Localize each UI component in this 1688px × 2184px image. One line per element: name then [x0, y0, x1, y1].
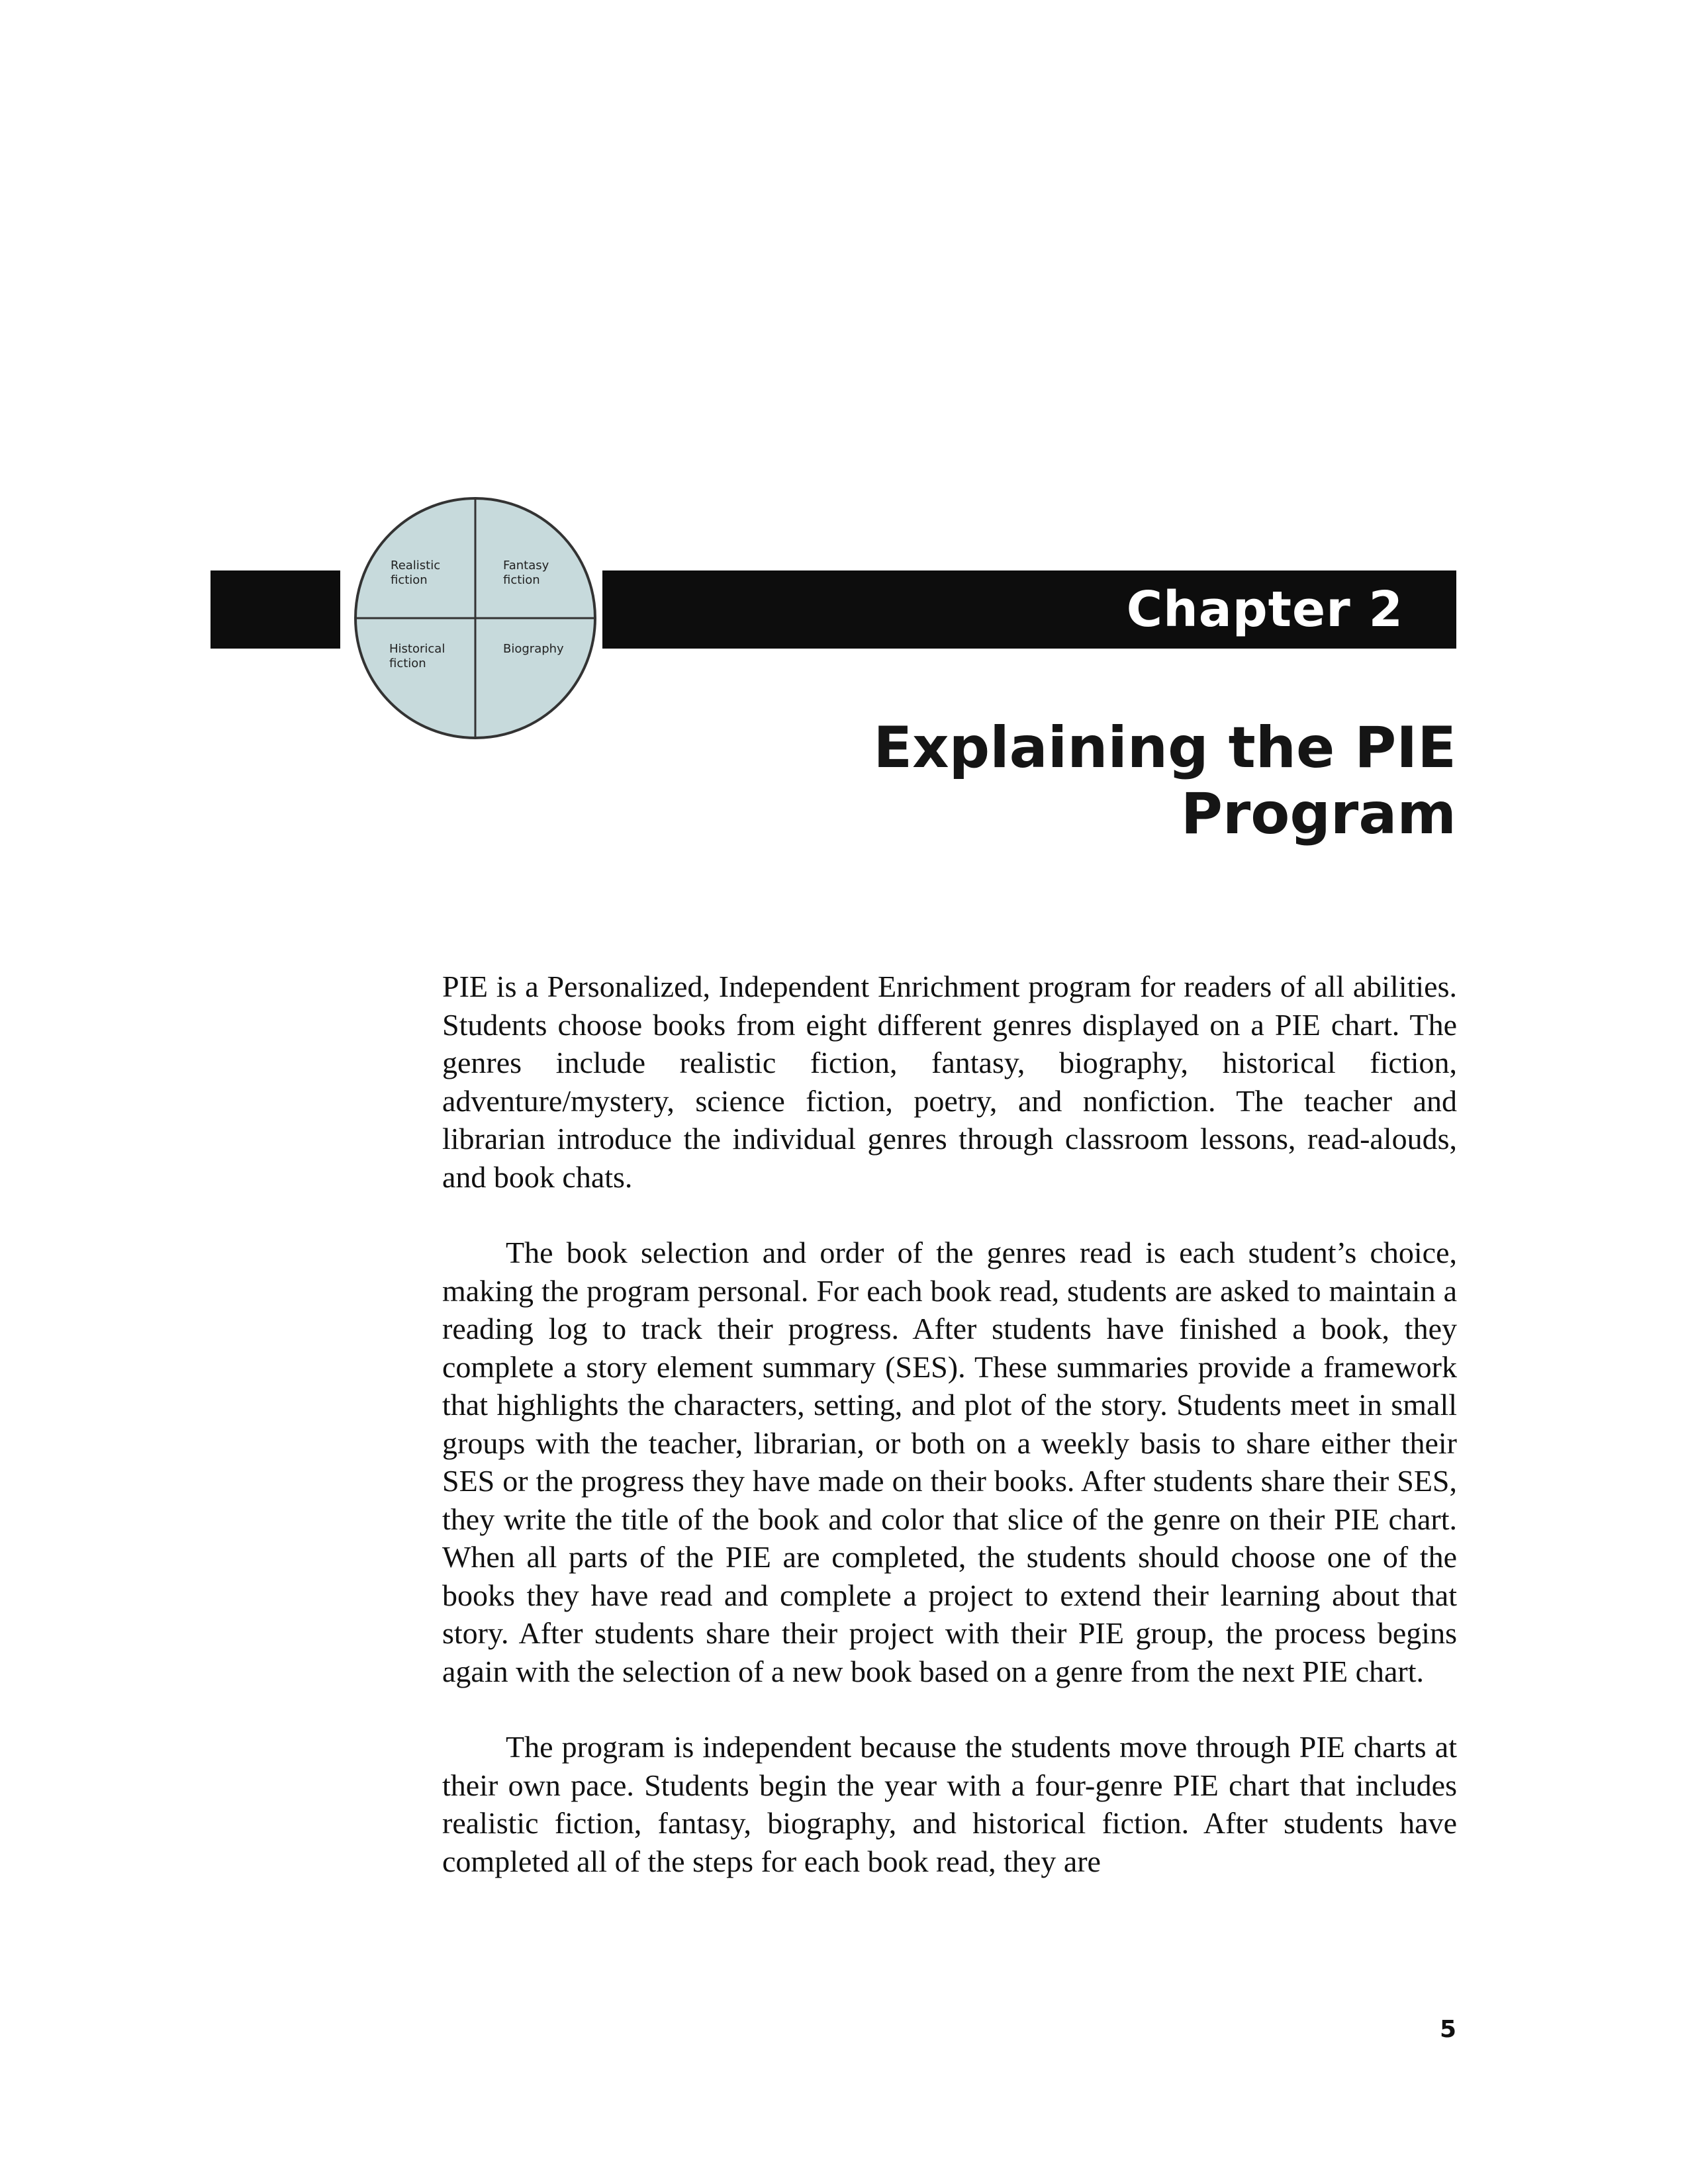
pie-label-fantasy-1: Fantasy: [503, 559, 549, 572]
body-text: [442, 968, 1457, 1880]
pie-label-historical-2: fiction: [389, 657, 426, 670]
pie-label-realistic-2: fiction: [391, 573, 428, 587]
header-bar-left: [211, 570, 340, 649]
svg-text:Biography: [503, 642, 564, 656]
chapter-title: Explaining the PIE Program: [873, 715, 1456, 847]
header-bar: [602, 570, 1456, 649]
chapter-label: Chapter 2: [1126, 581, 1403, 638]
paragraph-1: PIE is a Personalized, Independent Enrichment program for readers of all abilities. Students choose books from eight different genres displayed on a PIE chart. The genres include realistic fiction, fantasy, biography, historical fiction, adventure/mystery, science fiction, poetry, and nonfiction. The teacher and librarian introduce the individual genres through classroom lessons, read-alouds, and book chats.: [442, 970, 1457, 1194]
paragraph-2: The book selection and order of the genres read is each student’s choice, making the program personal. For each book read, students are asked to maintain a reading log to track their progress. After students have finished a book, they complete a story element summary (SES). These summaries provide a framework that highlights the characters, setting, and plot of the story. Students meet in small groups with the teacher, librarian, or both on a weekly basis to share either their SES or the progress they have made on their books. After students share their SES, they write the title of the book and color that slice of the genre on their PIE chart. When all parts of the PIE are completed, the students should choose one of the books they have read and complete a project to extend their learning about that story. After students share their project with their PIE group, the process begins again with the selection of a new book based on a genre from the next PIE chart.: [442, 1236, 1457, 1688]
pie-label-biography-1: Biography: [503, 642, 564, 656]
pie-label-fantasy-2: fiction: [503, 573, 540, 587]
pie-chart-icon: [352, 495, 598, 741]
page-number: 5: [1439, 2016, 1456, 2043]
pie-label-realistic-1: Realistic: [391, 559, 441, 572]
paragraph-3: The program is independent because the students move through PIE charts at their own pace. Students begin the year with a four-genre PIE chart that includes realistic fiction, fantasy, biography, and historical fiction. After students have completed all of the steps for each book read, they are: [442, 1730, 1457, 1878]
pie-label-historical-1: Historical: [389, 642, 445, 656]
